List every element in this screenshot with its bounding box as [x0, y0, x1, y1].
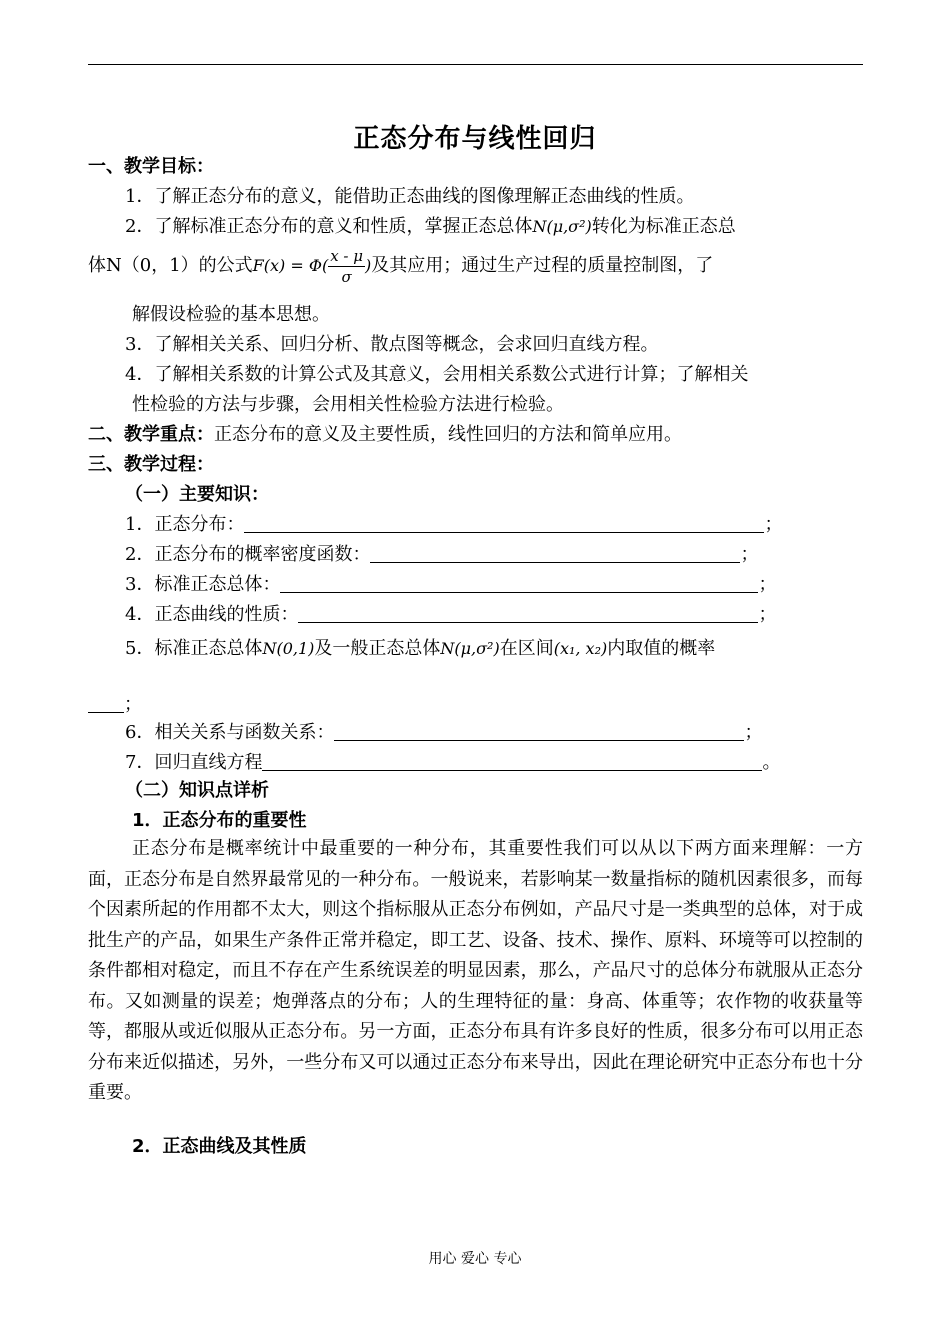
page-footer: 用心 爱心 专心 [428, 1251, 522, 1267]
formula-standardization: F(x) = Φ( $\frac{x - \mu}{\sigma}$ ) [252, 247, 372, 286]
topic-importance-paragraph: 正态分布是概率统计中最重要的一种分布，其重要性我们可以从以下两方面来理解：一方面，正态分布是自然界最常见的一种分布。一般说来，若影响某一数量指标的随机因素很多，而每个因素所起的作用都不太大，则这个指标服从正态分布例如，产品尺寸是一类典型的总体，对于成批生产的产品，如果生产条件正常并稳定，即工艺、设备、技术、操作、原料、环境等可以控制的条件都相对稳定，而且不存在产生系统误差的明显因素，那么，产品尺寸的总体分布就服从正态分布。又如测量的误差；炮弹落点的分布；人的生理特征的量：身高、体重等；农作物的收获量等等，都服从或近似服从正态分布。另一方面，正态分布具有许多良好的性质，很多分布可以用正态分布来近似描述，另外，一些分布又可以通过正态分布来导出，因此在理论研究中正态分布也十分重要。 [88, 838, 863, 1103]
formula-standard-normal: N(0,1) [262, 639, 315, 658]
section-heading-process: 三、教学过程： [88, 454, 214, 475]
knowledge-4: 4．正态曲线的性质： ； [125, 604, 777, 625]
knowledge-3: 3．标准正态总体： ； [125, 574, 777, 595]
header-rule [88, 64, 863, 65]
section-heading-objectives: 一、教学目标： [88, 156, 214, 177]
knowledge-1: 1．正态分布： ； [125, 514, 783, 535]
fill-blank[interactable] [280, 574, 758, 593]
objective-4-line1: 4．了解相关系数的计算公式及其意义，会用相关系数公式进行计算；了解相关 [125, 364, 749, 385]
objective-4-line2: 性检验的方法与步骤，会用相关性检验方法进行检验。 [132, 394, 564, 415]
objective-3: 3．了解相关关系、回归分析、散点图等概念，会求回归直线方程。 [125, 334, 659, 355]
fill-blank[interactable] [298, 604, 758, 623]
fill-blank[interactable] [244, 514, 764, 533]
fill-blank[interactable] [88, 694, 124, 713]
fill-blank[interactable] [334, 722, 744, 741]
knowledge-7: 7．回归直线方程 。 [125, 752, 781, 773]
knowledge-6: 6．相关关系与函数关系： ； [125, 722, 763, 743]
subsection-main-knowledge: （一）主要知识： [125, 484, 269, 505]
objective-2-line3: 解假设检验的基本思想。 [132, 304, 330, 325]
objective-2-line2: 体N（0，1）的公式F(x) = Φ( $\frac{x - \mu}{\sigma}$ )及其应用；通过生产过程的质量控制图，了 [88, 247, 714, 286]
formula-general-normal: N(μ,σ²) [440, 639, 500, 658]
subsection-detail: （二）知识点详析 [125, 780, 269, 801]
formula-interval: (x₁, x₂) [553, 639, 608, 658]
page-title: 正态分布与线性回归 [353, 124, 597, 154]
fill-blank[interactable] [262, 752, 762, 771]
objective-1: 1．了解正态分布的意义，能借助正态曲线的图像理解正态曲线的性质。 [125, 186, 695, 207]
knowledge-2: 2．正态分布的概率密度函数： ； [125, 544, 759, 565]
objective-2-line1: 2．了解标准正态分布的意义和性质，掌握正态总体N(μ,σ²)转化为标准正态总 [125, 216, 736, 237]
topic-curve-title: 2．正态曲线及其性质 [132, 1136, 307, 1157]
knowledge-5-answer: ； [88, 690, 863, 720]
topic-importance-title: 1．正态分布的重要性 [132, 810, 307, 831]
formula-normal-population: N(μ,σ²) [532, 217, 592, 236]
fill-blank[interactable] [370, 544, 740, 563]
knowledge-5: 5．标准正态总体N(0,1)及一般正态总体N(μ,σ²)在区间(x₁, x₂)内取值的概率 [125, 638, 716, 659]
section-key-points: 二、教学重点：正态分布的意义及主要性质，线性回归的方法和简单应用。 [88, 424, 682, 445]
